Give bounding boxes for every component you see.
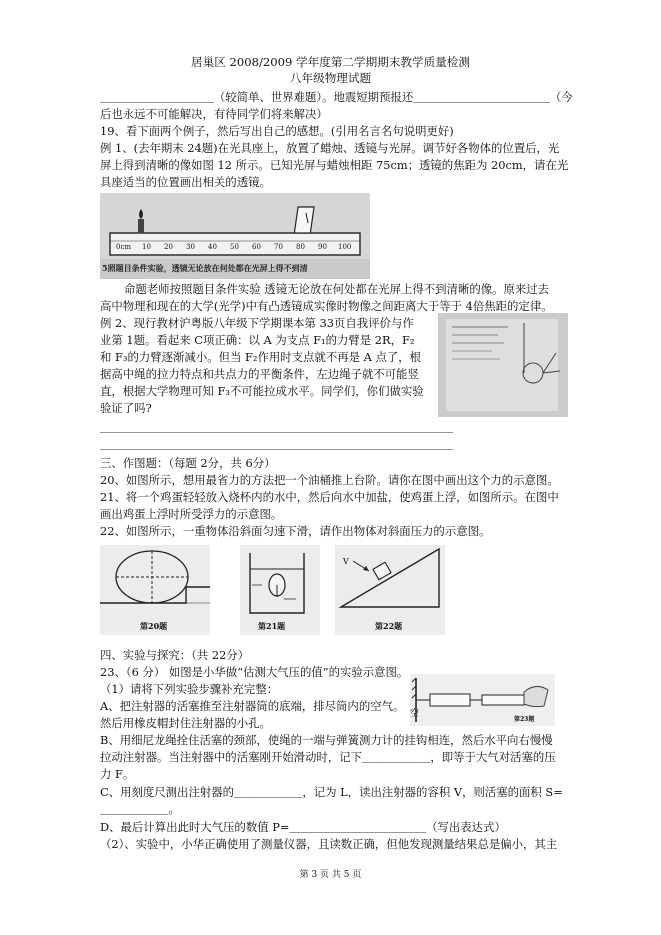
section-heading: 四、实验与探究：（共 22分） <box>100 648 250 662</box>
text-line: 23、（6 分） 如图是小华做“估测大气压的值”的实验示意图。 <box>100 665 409 679</box>
figure-caption: 第21题 <box>258 621 286 631</box>
ruler-tick: 30 <box>186 243 195 251</box>
figure-21 <box>240 545 320 635</box>
ruler-tick: 90 <box>318 243 327 251</box>
text-line: B、用细尼龙绳拴住活塞的颈部，使绳的一端与弹簧测力计的挂钩相连，然后水平向右慢慢 <box>100 733 553 747</box>
text-line: ＿＿＿＿＿＿＿＿＿＿（较简单、世界难题）。地震短期预报还＿＿＿＿＿＿＿＿＿＿＿＿（今 <box>100 90 573 104</box>
ruler-tick: 70 <box>274 243 283 251</box>
optical-bench-figure <box>100 193 370 279</box>
page-number: 第 3 页 共 5 页 <box>299 870 362 880</box>
exam-subtitle: 八年级物理试题 <box>289 71 372 85</box>
text-line: C、用刻度尺测出注射器的＿＿＿＿＿＿，记为 L，读出注射器的容积 V，则活塞的面积 S= <box>100 785 563 799</box>
figure-caption: 第20题 <box>140 621 168 631</box>
figure-caption: 第23题 <box>514 716 535 723</box>
text-line: 验证了吗? <box>100 401 152 415</box>
ruler-tick: 60 <box>252 243 261 251</box>
text-line: 业第 1题。看起来 C项正确：以 A 为支点 F₁的力臂是 2R，F₂ <box>100 333 415 347</box>
text-line: 屏上得到清晰的像如图 12 所示。已知光屏与蜡烛相距 75cm；透镜的焦距为 20cm，请在光 <box>100 158 569 172</box>
text-line: 然后用橡皮帽封住注射器的小孔。 <box>100 716 271 730</box>
answer-line: ＿＿＿＿＿＿＿＿＿＿＿＿＿＿＿＿＿＿＿＿＿＿＿＿＿＿＿＿＿＿＿ <box>100 437 454 451</box>
text-line: 画出鸡蛋上浮时所受浮力的示意图。 <box>100 507 283 521</box>
text-line: 直，根据大学物理可知 F₃不可能拉成水平。同学们，你们做实验 <box>100 384 424 398</box>
section-heading: 三、作图题：（每题 2分，共 6分） <box>100 456 276 470</box>
figure-23 <box>410 674 555 726</box>
text-line: 22、如图所示，一重物体沿斜面匀速下滑，请作出物体对斜面压力的示意图。 <box>100 524 491 538</box>
text-line: 例 1、(去年期末 24题)在光具座上，放置了蜡烛、透镜与光屏。调节好各物体的位置后，光 <box>100 141 560 155</box>
text-line: 20、如图所示，想用最省力的方法把一个油桶推上台阶。请你在图中画出这个力的示意图。 <box>100 473 559 487</box>
text-line: 和 F₃的力臂逐渐减小。但当 F₂作用时支点就不再是 A 点了，根 <box>100 350 422 364</box>
velocity-label: V <box>343 557 349 566</box>
text-line: D、最后计算出此时大气压的数值 P=＿＿＿＿＿＿＿＿＿＿＿＿（写出表达式） <box>100 820 506 834</box>
text-line: 拉动注射器。当注射器中的活塞刚开始滑动时，记下＿＿＿＿＿＿，即等于大气对活塞的压 <box>100 750 556 764</box>
exam-title: 居巢区 2008/2009 学年度第二学期期末教学质量检测 <box>191 55 470 69</box>
ruler-tick: 100 <box>338 243 352 251</box>
text-line: （1）请将下列实验步骤补充完整： <box>100 682 279 696</box>
ruler-tick: 50 <box>230 243 239 251</box>
text-line: ＿＿＿＿＿＿。 <box>100 802 180 816</box>
figure-caption: 5照题目条件实验，透镜无论放在何处都在光屏上得不到清 <box>102 263 308 273</box>
figure-caption: 第22题 <box>375 621 403 631</box>
ruler-tick: 20 <box>164 243 173 251</box>
text-line: 21、将一个鸡蛋轻轻放入烧杯内的水中，然后向水中加盐，使鸡蛋上浮，如图所示。在图中 <box>100 490 559 504</box>
textbook-photo <box>438 313 568 417</box>
text-line: 具座适当的位置画出相关的透镜。 <box>100 175 271 189</box>
text-line: 例 2、现行教材沪粤版八年级下学期课本第 33页自我评价与作 <box>100 316 414 330</box>
ruler-tick: 80 <box>296 243 305 251</box>
text-line: 力 F。 <box>100 767 135 781</box>
textbook-photo-drawing <box>438 313 568 417</box>
text-line: 命题老师按照题目条件实验 透镜无论放在何处都在光屏上得不到清晰的像。原来过去 <box>124 282 550 296</box>
text-line: （2）、实验中，小华正确使用了测量仪器，且读数正确，但他发现测量结果总是偏小，其主 <box>100 837 558 851</box>
text-line: 后也永远不可能解决，有待同学们将来解决） <box>100 107 328 121</box>
ruler-tick: 40 <box>208 243 217 251</box>
figure-22 <box>335 545 445 635</box>
text-line: 高中物理和现在的大学(光学)中有凸透镜成实像时物像之间距离大于等于 4倍焦距的定律。 <box>100 299 553 313</box>
text-line: 据高中绳的拉力特点和共点力的平衡条件，左边绳子就不可能竖 <box>100 367 419 381</box>
text-line: 19、看下面两个例子，然后写出自己的感想。(引用名言名句说明更好) <box>100 124 454 138</box>
figure-20 <box>100 545 210 635</box>
ruler-tick: 0cm <box>116 243 132 251</box>
text-line: A、把注射器的活塞推至注射器筒的底端，排尽筒内的空气。 <box>100 699 405 713</box>
ruler-tick: 10 <box>142 243 151 251</box>
answer-line: ＿＿＿＿＿＿＿＿＿＿＿＿＿＿＿＿＿＿＿＿＿＿＿＿＿＿＿＿＿＿＿ <box>100 420 454 434</box>
figure-label: 空 <box>410 709 420 719</box>
